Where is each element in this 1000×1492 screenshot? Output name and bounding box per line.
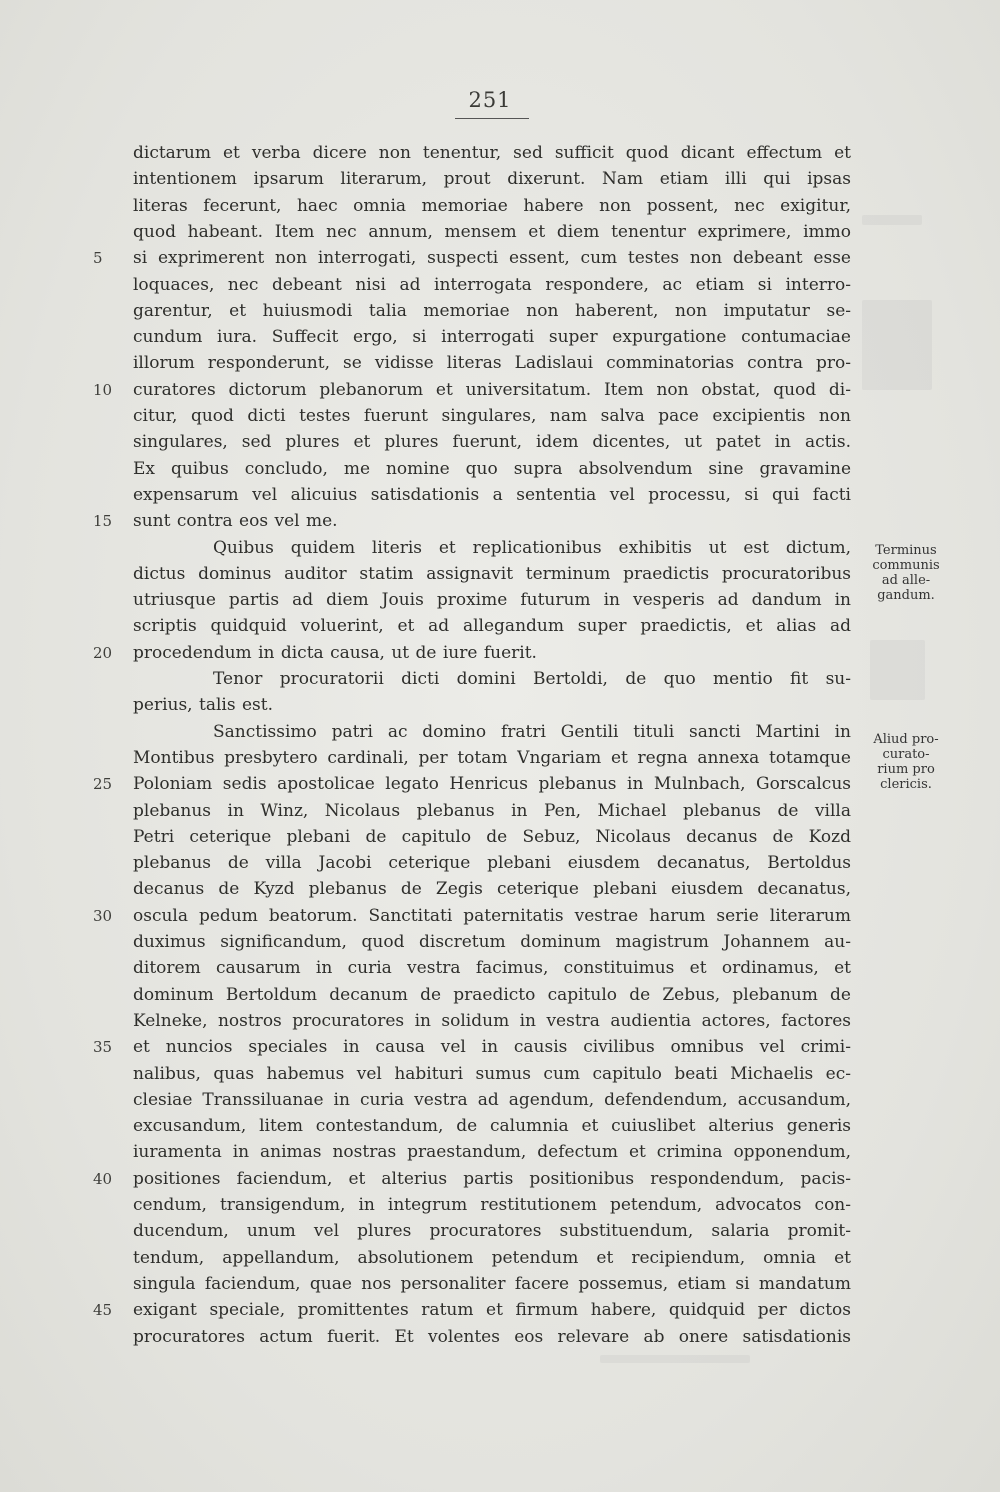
- text-line: positiones faciendum, et alterius partis positionibus respondendum, pacis-: [133, 1168, 851, 1189]
- text-line: Sanctissimo patri ac domino fratri Gentili tituli sancti Martini in: [213, 721, 851, 742]
- text-line: tendum, appellandum, absolutionem petendum et recipiendum, omnia et: [133, 1247, 851, 1268]
- text-line: plebanus de villa Jacobi ceterique plebani eiusdem decanatus, Bertoldus: [133, 853, 851, 874]
- text-line: singula faciendum, quae nos personaliter facere possemus, etiam si mandatum: [133, 1273, 851, 1294]
- margin-note-line: communis: [872, 558, 940, 573]
- line-number: 25: [93, 775, 113, 794]
- margin-note-line: Terminus: [875, 543, 937, 558]
- text-line: Petri ceterique plebani de capitulo de Sebuz, Nicolaus decanus de Kozd: [133, 826, 851, 847]
- text-line: nalibus, quas habemus vel habituri sumus cum capitulo beati Michaelis ec-: [133, 1063, 851, 1084]
- text-line: dictus dominus auditor statim assignavit terminum praedictis procuratoribus: [133, 563, 851, 584]
- line-number: 30: [93, 906, 113, 925]
- text-line: clesiae Transsiluanae in curia vestra ad agendum, defendendum, accusandum,: [133, 1089, 851, 1110]
- text-line: si exprimerent non interrogati, suspecti essent, cum testes non debeant esse: [133, 248, 851, 269]
- line-number: 40: [93, 1169, 113, 1188]
- line-number: 35: [93, 1038, 113, 1057]
- text-line: Quibus quidem literis et replicationibus exhibitis ut est dictum,: [213, 537, 851, 558]
- text-line: decanus de Kyzd plebanus de Zegis ceterique plebani eiusdem decanatus,: [133, 879, 851, 900]
- text-line: sunt contra eos vel me.: [133, 511, 338, 532]
- text-line: procedendum in dicta causa, ut de iure fuerit.: [133, 642, 537, 663]
- text-line: iuramenta in animas nostras praestandum, defectum et crimina opponendum,: [133, 1142, 851, 1163]
- page-number: 251: [468, 88, 512, 112]
- text-line: cundum iura. Suffecit ergo, si interrogati super expurgatione contumaciae: [133, 327, 851, 348]
- text-line: illorum responderunt, se vidisse literas Ladislaui comminatorias contra pro-: [133, 353, 851, 374]
- margin-note-aliud: [856, 732, 956, 792]
- bleed-through-mark: [862, 215, 922, 225]
- text-line: expensarum vel alicuius satisdationis a sententia vel processu, si qui facti: [133, 484, 851, 505]
- text-line: excusandum, litem contestandum, de calumnia et cuiuslibet alterius generis: [133, 1116, 851, 1137]
- text-line: exigant speciale, promittentes ratum et firmum habere, quidquid per dictos: [133, 1300, 851, 1321]
- text-line: plebanus in Winz, Nicolaus plebanus in Pen, Michael plebanus de villa: [133, 800, 851, 821]
- text-line: curatores dictorum plebanorum et universitatum. Item non obstat, quod di-: [133, 379, 851, 400]
- line-number: 5: [93, 249, 103, 268]
- text-line: literas fecerunt, haec omnia memoriae habere non possent, nec exigitur,: [133, 195, 851, 216]
- text-line: Montibus presbytero cardinali, per totam Vngariam et regna annexa totamque: [133, 747, 851, 768]
- line-number: 10: [93, 380, 113, 399]
- text-line: oscula pedum beatorum. Sanctitati paternitatis vestrae harum serie literarum: [133, 905, 851, 926]
- text-line: duximus significandum, quod discretum dominum magistrum Johannem au-: [133, 932, 851, 952]
- margin-note-terminus: [856, 543, 956, 603]
- text-line: citur, quod dicti testes fuerunt singulares, nam salva pace excipientis non: [133, 406, 851, 426]
- margin-note-line: rium pro: [877, 762, 935, 777]
- text-line: Poloniam sedis apostolicae legato Henricus plebanus in Mulnbach, Gorscalcus: [133, 774, 851, 795]
- text-line: Tenor procuratorii dicti domini Bertoldi, de quo mentio fit su-: [213, 669, 851, 689]
- page-number-rule: [455, 118, 529, 119]
- text-line: garentur, et huiusmodi talia memoriae non haberent, non imputatur se-: [133, 300, 851, 321]
- text-line: singulares, sed plures et plures fuerunt, idem dicentes, ut patet in actis.: [133, 432, 851, 453]
- line-number: 20: [93, 643, 113, 662]
- text-line: utriusque partis ad diem Jouis proxime futurum in vesperis ad dandum in: [133, 590, 851, 611]
- text-line: et nuncios speciales in causa vel in causis civilibus omnibus vel crimi-: [133, 1037, 851, 1058]
- margin-note-line: Aliud pro-: [873, 732, 939, 747]
- bleed-through-mark: [870, 640, 925, 700]
- text-line: quod habeant. Item nec annum, mensem et diem tenentur exprimere, immo: [133, 221, 851, 242]
- margin-note-line: clericis.: [880, 777, 932, 792]
- text-line: scriptis quidquid voluerint, et ad allegandum super praedictis, et alias ad: [133, 616, 851, 637]
- line-number: 45: [93, 1301, 113, 1320]
- bleed-through-mark: [862, 300, 932, 390]
- margin-note-line: gandum.: [877, 588, 935, 603]
- text-line: procuratores actum fuerit. Et volentes eos relevare ab onere satisdationis: [133, 1326, 851, 1347]
- text-line: Kelneke, nostros procuratores in solidum in vestra audientia actores, factores: [133, 1010, 851, 1031]
- margin-note-line: curato-: [882, 747, 930, 762]
- text-line: ditorem causarum in curia vestra facimus, constituimus et ordinamus, et: [133, 958, 851, 979]
- text-line: Ex quibus concludo, me nomine quo supra absolvendum sine gravamine: [133, 458, 851, 479]
- text-line: cendum, transigendum, in integrum restitutionem petendum, advocatos con-: [133, 1195, 851, 1215]
- text-line: dictarum et verba dicere non tenentur, sed sufficit quod dicant effectum et: [133, 143, 851, 163]
- text-line: loquaces, nec debeant nisi ad interrogata respondere, ac etiam si interro-: [133, 274, 851, 295]
- text-line: perius, talis est.: [133, 695, 273, 716]
- margin-note-line: ad alle-: [881, 573, 931, 588]
- text-line: dominum Bertoldum decanum de praedicto capitulo de Zebus, plebanum de: [133, 984, 851, 1005]
- text-line: ducendum, unum vel plures procuratores substituendum, salaria promit-: [133, 1221, 851, 1242]
- text-line: intentionem ipsarum literarum, prout dixerunt. Nam etiam illi qui ipsas: [133, 169, 851, 190]
- line-number: 15: [93, 512, 113, 531]
- bleed-through-mark: [600, 1355, 750, 1363]
